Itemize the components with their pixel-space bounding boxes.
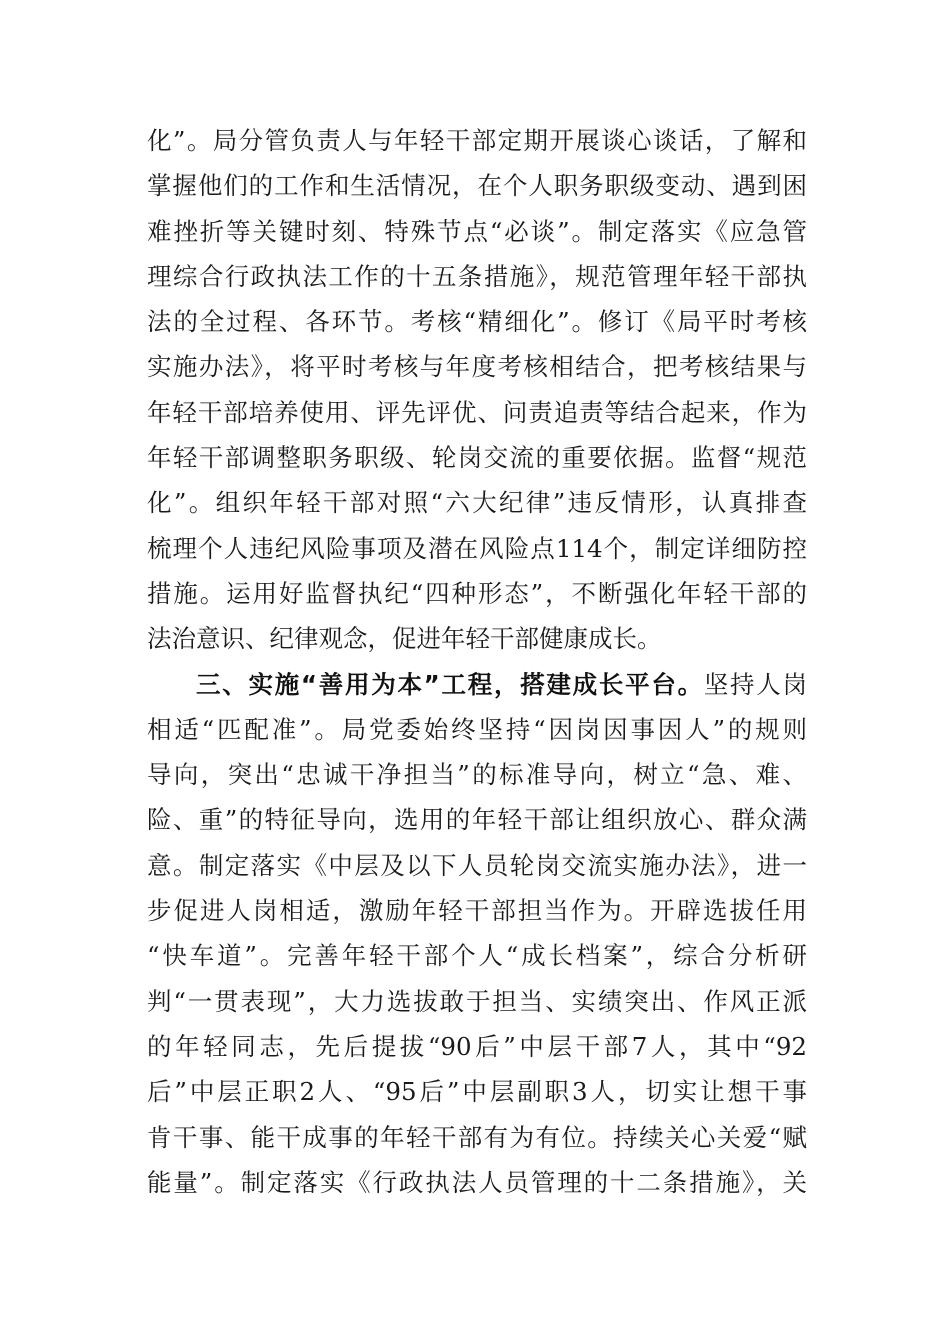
text-line: 相适“匹配准”。局党委始终坚持“因岗因事因人”的规则 [147,714,807,744]
section-heading-continuation: 坚持人岗 [703,669,807,699]
text-line: 措施。运用好监督执纪“四种形态”，不断强化年轻干部的 [147,578,807,608]
text-line: 梳理个人违纪风险事项及潜在风险点114个，制定详细防控 [147,533,807,563]
text-line: 年轻干部培养使用、评先评优、问责追责等结合起来，作为 [147,397,807,427]
body-text [147,118,807,1205]
text-line: 导向，突出“忠诚干净担当”的标准导向，树立“急、难、 [147,760,807,790]
text-line: 掌握他们的工作和生活情况，在个人职务职级变动、遇到困 [147,171,807,201]
text-line: 肯干事、能干成事的年轻干部有为有位。持续关心关爱“赋 [147,1122,807,1152]
text-line: 实施办法》，将平时考核与年度考核相结合，把考核结果与 [147,352,807,382]
text-line: 年轻干部调整职务职级、轮岗交流的重要依据。监督“规范 [147,443,807,473]
section-heading-line [147,662,807,707]
section-heading: 三、实施“善用为本”工程，搭建成长平台。 [196,669,704,699]
text-line: 后”中层正职2人、“95后”中层副职3人，切实让想干事 [147,1077,807,1107]
text-line: 法的全过程、各环节。考核“精细化”。修订《局平时考核 [147,307,807,337]
text-line: 险、重”的特征导向，选用的年轻干部让组织放心、群众满 [147,805,807,835]
text-line: 能量”。制定落实《行政执法人员管理的十二条措施》，关 [147,1167,807,1197]
text-line: 的年轻同志，先后提拔“90后”中层干部7人，其中“92 [147,1031,807,1061]
text-line: 化”。局分管负责人与年轻干部定期开展谈心谈话，了解和 [147,126,807,155]
text-line: 步促进人岗相适，激励年轻干部担当作为。开辟选拔任用 [147,896,807,926]
text-line: 意。制定落实《中层及以下人员轮岗交流实施办法》，进一 [147,850,807,880]
text-line: 化”。组织年轻干部对照“六大纪律”违反情形，认真排查 [147,488,807,518]
text-line: 理综合行政执法工作的十五条措施》，规范管理年轻干部执 [147,261,807,291]
text-line: 法治意识、纪律观念，促进年轻干部健康成长。 [147,624,662,654]
text-line: 判“一贯表现”，大力选拔敢于担当、实绩突出、作风正派 [147,986,807,1016]
text-line: “快车道”。完善年轻干部个人“成长档案”，综合分析研 [147,941,807,971]
text-line: 难挫折等关键时刻、特殊节点“必谈”。制定落实《应急管 [147,216,807,246]
